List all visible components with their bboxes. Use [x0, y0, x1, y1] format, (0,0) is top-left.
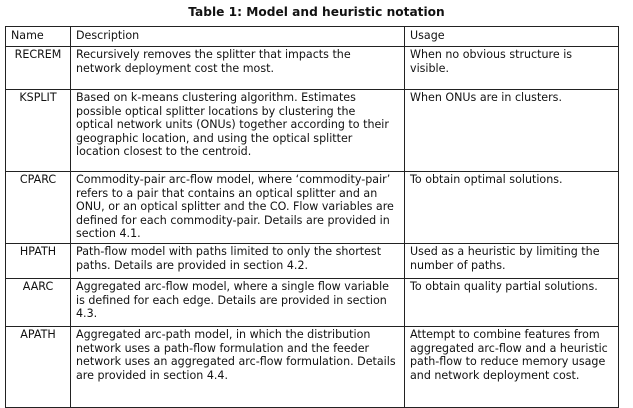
row-description: Recursively removes the splitter that impacts the network deployment cost the most.: [71, 47, 405, 90]
notation-table: [5, 26, 619, 408]
header-usage: Usage: [405, 27, 619, 47]
header-row: [6, 27, 619, 47]
table-row: [6, 90, 619, 172]
table-caption: Table 1: Model and heuristic notation: [188, 5, 445, 19]
row-name: CPARC: [6, 172, 71, 244]
row-name: KSPLIT: [6, 90, 71, 172]
table-row: [6, 243, 619, 278]
header-description: Description: [71, 27, 405, 47]
row-usage: Attempt to combine features from aggregated arc-flow and a heuristic path-flow to reduce memory usage and network deployment cost.: [405, 326, 619, 407]
table-row: [6, 278, 619, 326]
row-name: APATH: [6, 326, 71, 407]
table-row: [6, 47, 619, 90]
row-name: HPATH: [6, 243, 71, 278]
row-description: Aggregated arc-path model, in which the distribution network uses a path-flow formulation and the feeder network uses an aggregated arc-flow formulation. Details are provided in section 4.4.: [71, 326, 405, 407]
table-row: [6, 172, 619, 244]
row-usage: To obtain quality partial solutions.: [405, 278, 619, 326]
row-description: Path-flow model with paths limited to only the shortest paths. Details are provided in section 4.2.: [71, 243, 405, 278]
row-usage: When ONUs are in clusters.: [405, 90, 619, 172]
row-usage: Used as a heuristic by limiting the number of paths.: [405, 243, 619, 278]
row-usage: To obtain optimal solutions.: [405, 172, 619, 244]
row-description: Based on k-means clustering algorithm. Estimates possible optical splitter locations by clustering the optical network units (ONUs) together according to their geographic location, and using the optical splitter location closest to the centroid.: [71, 90, 405, 172]
header-name: Name: [6, 27, 71, 47]
row-usage: When no obvious structure is visible.: [405, 47, 619, 90]
row-name: AARC: [6, 278, 71, 326]
row-description: Commodity-pair arc-flow model, where ‘commodity-pair’ refers to a pair that contains an optical splitter and an ONU, or an optical splitter and the CO. Flow variables are defined for each commodity-pair. Details are provided in section 4.1.: [71, 172, 405, 244]
table-row: [6, 326, 619, 407]
row-description: Aggregated arc-flow model, where a single flow variable is defined for each edge. Details are provided in section 4.3.: [71, 278, 405, 326]
row-name: RECREM: [6, 47, 71, 90]
